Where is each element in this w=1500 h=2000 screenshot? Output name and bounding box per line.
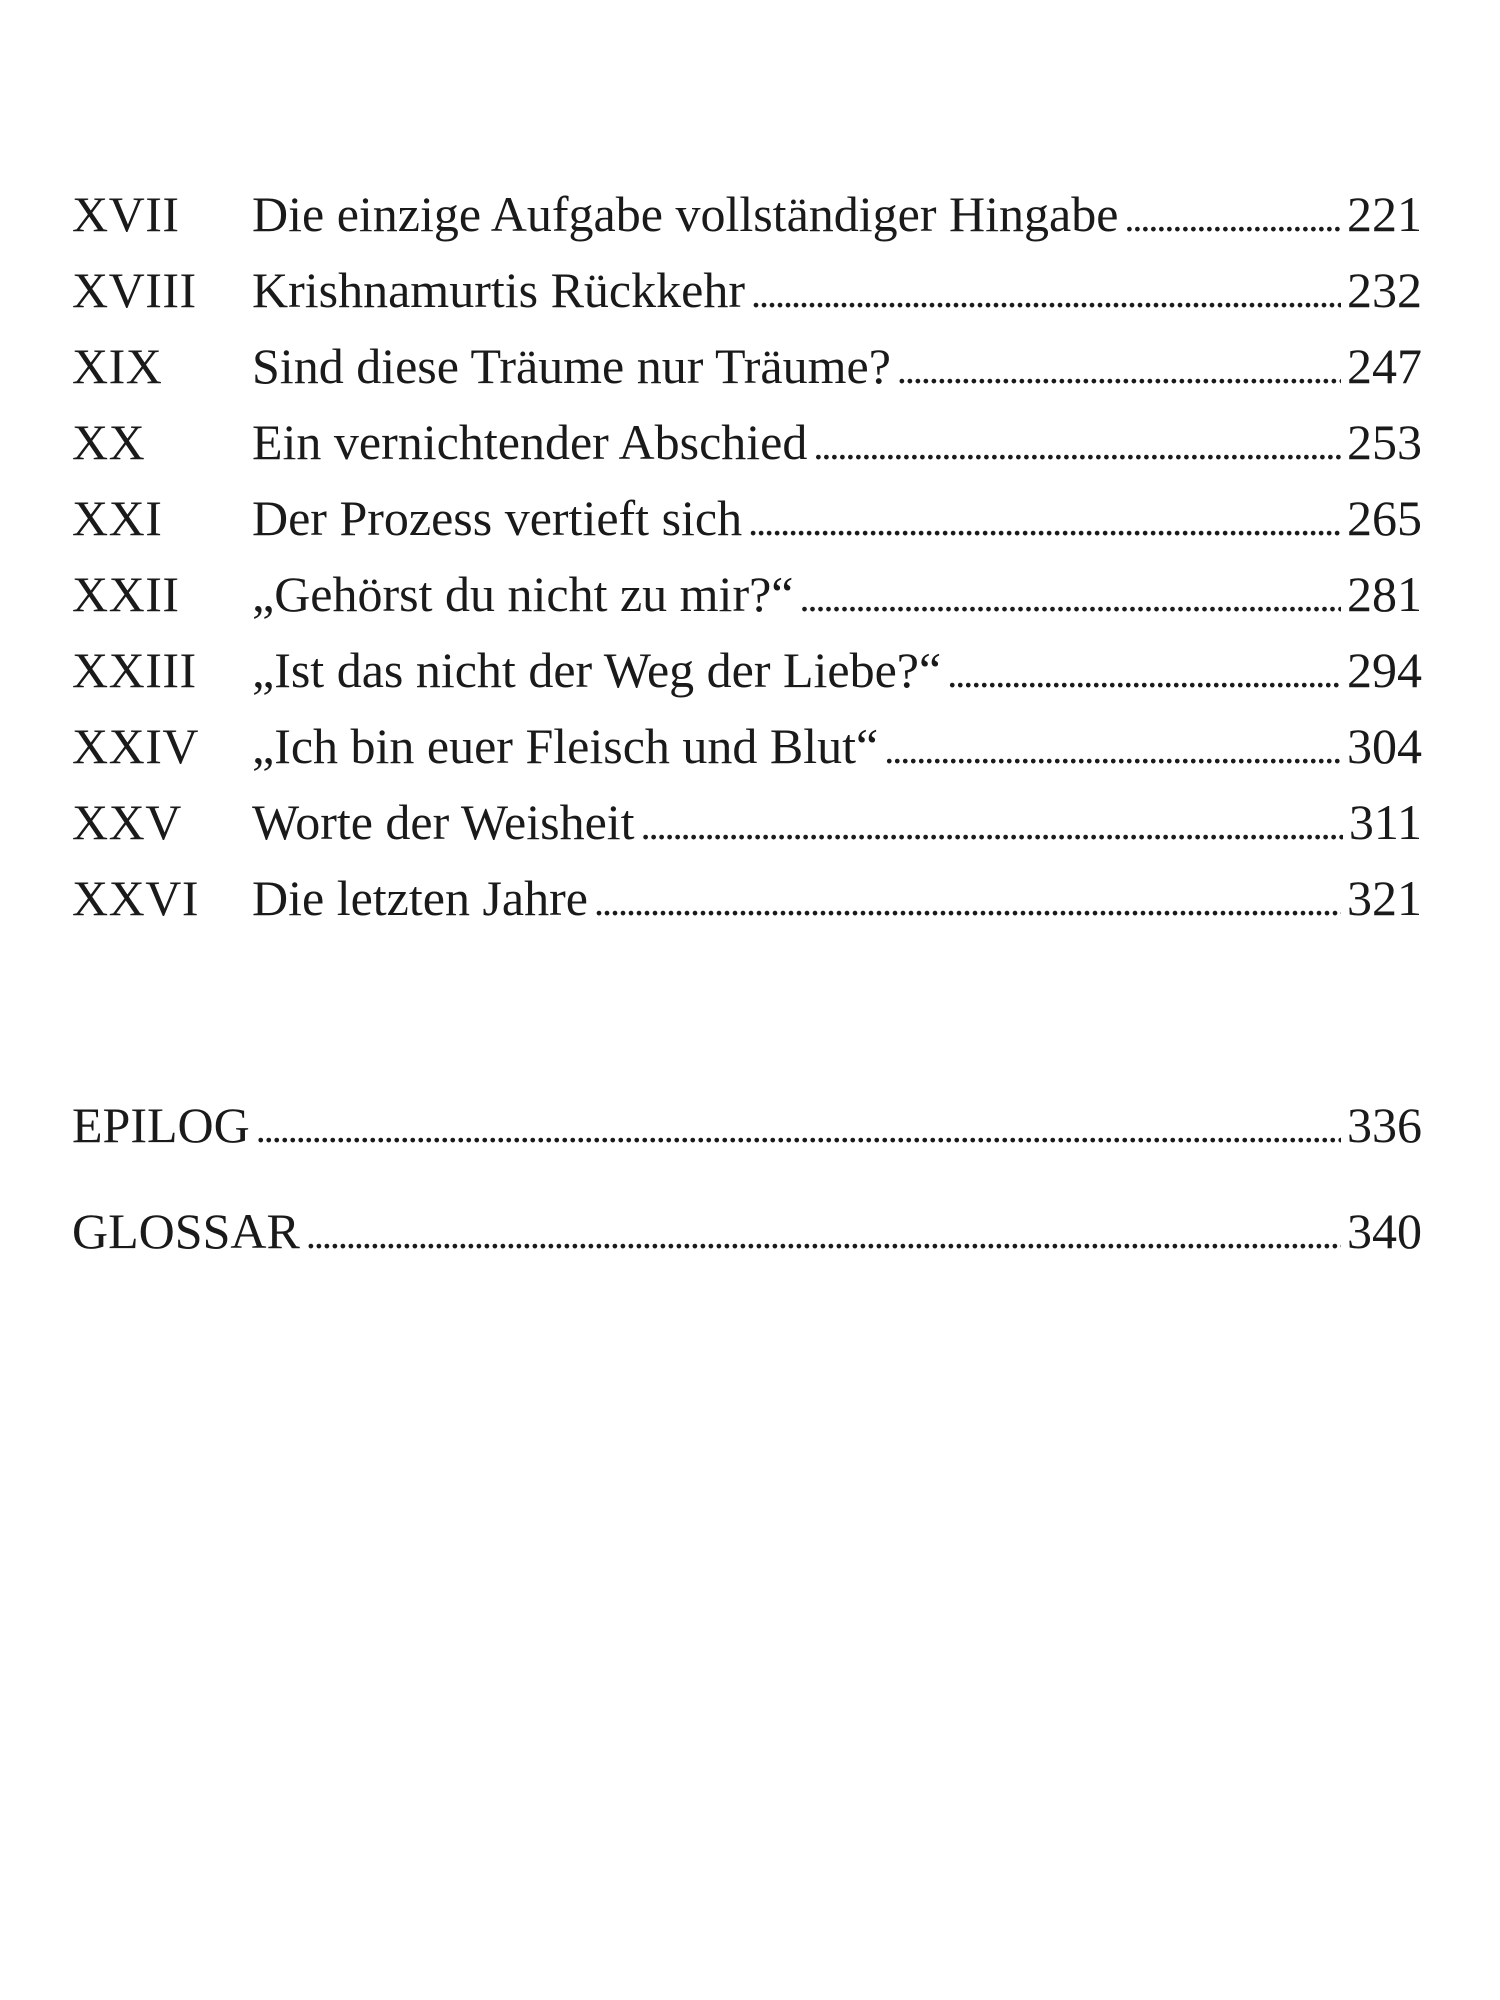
- chapter-title: Krishnamurtis Rückkehr: [252, 262, 745, 318]
- chapter-title: Sind diese Träume nur Träume?: [252, 338, 891, 394]
- page-number: 321: [1347, 870, 1422, 926]
- chapter-title: Der Prozess vertieft sich: [252, 490, 743, 546]
- chapter-number: XIX: [72, 338, 163, 394]
- toc-entry: [72, 176, 1422, 252]
- chapter-number: XXIV: [72, 718, 199, 774]
- toc-entry: [72, 252, 1422, 328]
- toc-entry: [72, 860, 1422, 936]
- toc-entry: [72, 632, 1422, 708]
- chapter-number: XXI: [72, 490, 163, 546]
- chapter-number: XXIII: [72, 642, 197, 698]
- page-number: 232: [1347, 262, 1422, 318]
- chapter-title: Die einzige Aufgabe vollständiger Hingabe: [252, 186, 1119, 242]
- dot-leader: [813, 404, 1341, 484]
- chapter-title: Ein vernichtender Abschied: [252, 414, 808, 470]
- chapter-title: Worte der Weisheit: [252, 794, 635, 850]
- page-number: 304: [1347, 718, 1422, 774]
- appendix-list: [72, 1072, 1422, 1284]
- dot-leader: [594, 860, 1341, 940]
- dot-leader: [306, 1178, 1341, 1288]
- page-number: 281: [1347, 566, 1422, 622]
- chapter-number: XVIII: [72, 262, 197, 318]
- toc-entry: [72, 328, 1422, 404]
- dot-leader: [751, 252, 1341, 332]
- chapter-number: XXVI: [72, 870, 199, 926]
- dot-leader: [1124, 176, 1341, 256]
- chapter-number: XXV: [72, 794, 182, 850]
- page-number: 340: [1347, 1203, 1422, 1259]
- chapter-number: XXII: [72, 566, 180, 622]
- page-number: 221: [1347, 186, 1422, 242]
- toc-entry: [72, 708, 1422, 784]
- chapter-title: Die letzten Jahre: [252, 870, 588, 926]
- toc-entry: [72, 784, 1422, 860]
- page-number: 247: [1347, 338, 1422, 394]
- toc-entry-glossar: [72, 1178, 1422, 1284]
- toc-entry: [72, 404, 1422, 480]
- dot-leader: [884, 708, 1341, 788]
- page-number: 336: [1347, 1097, 1422, 1153]
- dot-leader: [256, 1072, 1341, 1182]
- page-number: 265: [1347, 490, 1422, 546]
- page-number: 311: [1348, 794, 1422, 850]
- section-title: GLOSSAR: [72, 1203, 300, 1259]
- chapter-list: [72, 176, 1422, 936]
- toc-entry: [72, 480, 1422, 556]
- toc-entry: [72, 556, 1422, 632]
- toc-entry-epilog: [72, 1072, 1422, 1178]
- chapter-number: XVII: [72, 186, 180, 242]
- dot-leader: [748, 480, 1341, 560]
- page-number: 294: [1347, 642, 1422, 698]
- dot-leader: [947, 632, 1341, 712]
- dot-leader: [641, 784, 1343, 864]
- page-number: 253: [1347, 414, 1422, 470]
- chapter-title: „Ich bin euer Fleisch und Blut“: [252, 718, 879, 774]
- chapter-title: „Gehörst du nicht zu mir?“: [252, 566, 794, 622]
- chapter-title: „Ist das nicht der Weg der Liebe?“: [252, 642, 942, 698]
- dot-leader: [799, 556, 1341, 636]
- section-title: EPILOG: [72, 1097, 250, 1153]
- chapter-number: XX: [72, 414, 146, 470]
- dot-leader: [897, 328, 1341, 408]
